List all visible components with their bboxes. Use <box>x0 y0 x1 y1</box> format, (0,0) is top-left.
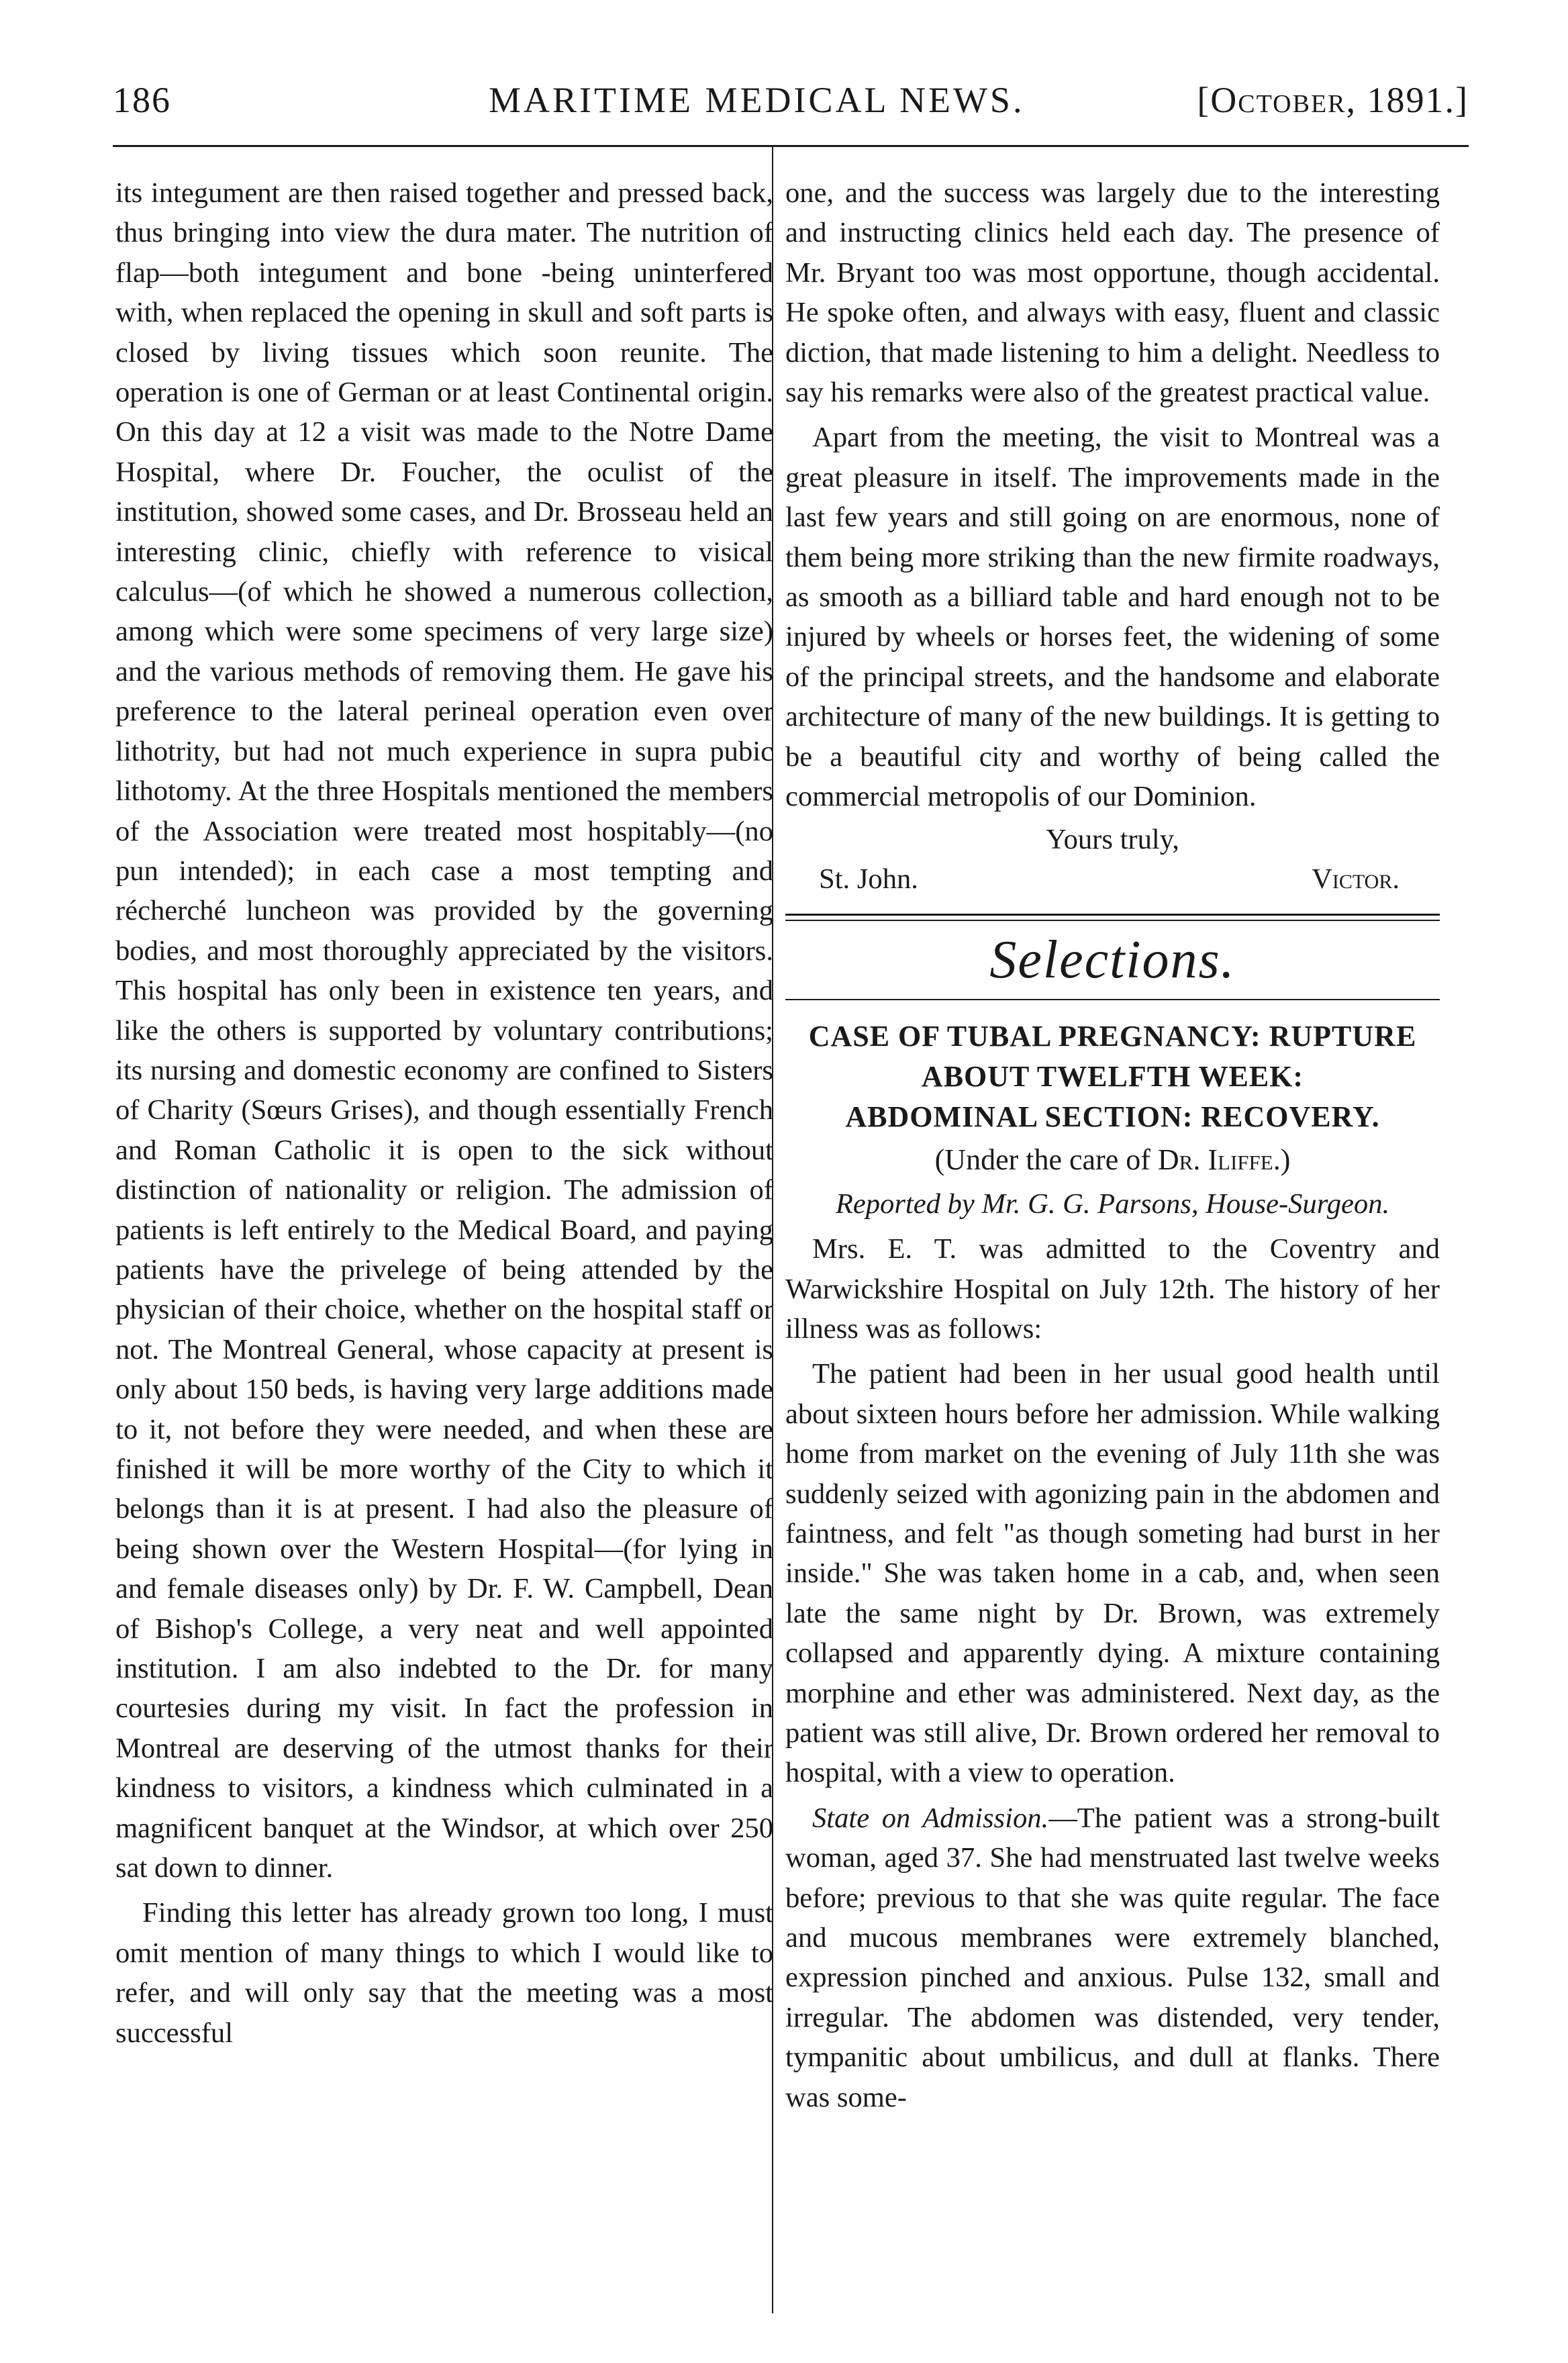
letter-place: St. John. <box>819 863 918 895</box>
signature-line <box>785 859 1440 899</box>
letter-signature: Victor. <box>1312 863 1400 895</box>
state-text: —The patient was a strong-built woman, aged 37. She had menstruated last twelve weeks before; previous to that she was quite regular. The face and mucous membranes were extremely blanched, expression pinched and anxious. Pulse 132, small and irregular. The abdomen was distended, very tender, tympanitic about umbilicus, and dull at flanks. There was some- <box>785 1802 1440 2113</box>
article-paragraph <box>785 1798 1440 2117</box>
section-rule-bottom <box>785 999 1440 1000</box>
care-prefix: (Under the care of <box>934 1143 1158 1177</box>
state-label: State on Admission. <box>812 1802 1049 1834</box>
article-title-line: ABDOMINAL SECTION: RECOVERY. <box>845 1100 1380 1134</box>
care-suffix: ) <box>1280 1143 1291 1177</box>
article-title <box>785 1016 1440 1137</box>
left-column <box>115 173 773 2053</box>
article-title-line: CASE OF TUBAL PREGNANCY: RUPTURE <box>808 1020 1417 1053</box>
article-paragraph: Mrs. E. T. was admitted to the Coventry and Warwickshire Hospital on July 12th. The history of her illness was as follows: <box>785 1233 1440 1345</box>
letter-paragraph: Finding this letter has already grown too long, I must omit mention of many things to which I would like to refer, and will only say that the meeting was a most successful <box>115 1897 773 2049</box>
header-rule <box>113 145 1469 147</box>
letter-closing: Yours truly, <box>1046 823 1179 855</box>
issue-date: [October, 1891.] <box>1197 80 1469 120</box>
page-number: 186 <box>113 80 171 120</box>
letter-paragraph: Apart from the meeting, the visit to Montreal was a great pleasure in itself. The improvements made in the last few years and still going on are enormous, none of them being more striking than the new firmite roadways, as smooth as a billiard table and hard enough not to be injured by wheels or horses feet, the widening of some of the principal streets, and the handsome and elaborate architecture of many of the new buildings. It is getting to be a beautiful city and worthy of being called the commercial metropolis of our Dominion. <box>785 422 1440 813</box>
care-doctor: Dr. Iliffe. <box>1157 1143 1281 1177</box>
journal-title: MARITIME MEDICAL NEWS. <box>489 80 1025 120</box>
reported-by: Reported by Mr. G. G. Parsons, House-Surgeon. <box>835 1188 1390 1220</box>
page-header <box>113 73 1469 133</box>
letter-paragraph: one, and the success was largely due to the interesting and instructing clinics held each day. The presence of Mr. Bryant too was most opportune, though accidental. He spoke often, and always with easy, fluent and classic diction, that made listening to him a delight. Needless to say his remarks were also of the greatest practical value. <box>785 177 1440 409</box>
section-heading: Selections. <box>989 930 1236 990</box>
care-note <box>785 1140 1440 1179</box>
section-rule <box>785 914 1440 921</box>
letter-paragraph: its integument are then raised together and pressed back, thus bringing into view the dura mater. The nutrition of flap—both integument and bone -being uninterfered with, when replaced the opening in skull and soft parts is closed by living tissues which soon reunite. The operation is one of German or at least Continental origin. On this day at 12 a visit was made to the Notre Dame Hospital, where Dr. Foucher, the oculist of the institution, showed some cases, and Dr. Brosseau held an interesting clinic, chiefly with reference to visical calculus—(of which he showed a numerous collection, among which were some specimens of very large size) and the various methods of removing them. He gave his preference to the lateral perineal operation even over lithotrity, but had not much experience in supra pubic lithotomy. At the three Hospitals mentioned the members of the Association were treated most hospitably—(no pun intended); in each case a most tempting and récherché luncheon was provided by the governing bodies, and most thoroughly appreciated by the visitors. This hospital has only been in existence ten years, and like the others is supported by voluntary contributions; its nursing and domestic economy are confined to Sisters of Charity (Sœurs Grises), and though essentially French and Roman Catholic it is open to the sick without distinction of nationality or religion. The admission of patients is left entirely to the Medical Board, and paying patients have the privelege of being attended by the physician of their choice, whether on the hospital staff or not. The Montreal General, whose capacity at present is only about 150 beds, is having very large additions made to it, not before they were needed, and when these are finished it will be more worthy of the City to which it belongs than it is at present. I had also the pleasure of being shown over the Western Hospital—(for lying in and female diseases only) by Dr. F. W. Campbell, Dean of Bishop's College, a very neat and well appointed institution. I am also indebted to the Dr. for many courtesies during my visit. In fact the profession in Montreal are deserving of the utmost thanks for their kindness to visitors, a kindness which culminated in a magnificent banquet at the Windsor, at which over 250 sat down to dinner. <box>115 177 773 1884</box>
right-column <box>785 173 1440 2117</box>
article-paragraph: The patient had been in her usual good health until about sixteen hours before her admission. While walking home from market on the evening of July 11th she was suddenly seized with agonizing pain in the abdomen and faintness, and felt "as though someting had burst in her inside." She was taken home in a cab, and, when seen late the same night by Dr. Brown, was extremely collapsed and apparently dying. A mixture containing morphine and ether was administered. Next day, as the patient was still alive, Dr. Brown ordered her removal to hospital, with a view to operation. <box>785 1358 1440 1789</box>
article-title-line: ABOUT TWELFTH WEEK: <box>921 1060 1304 1094</box>
